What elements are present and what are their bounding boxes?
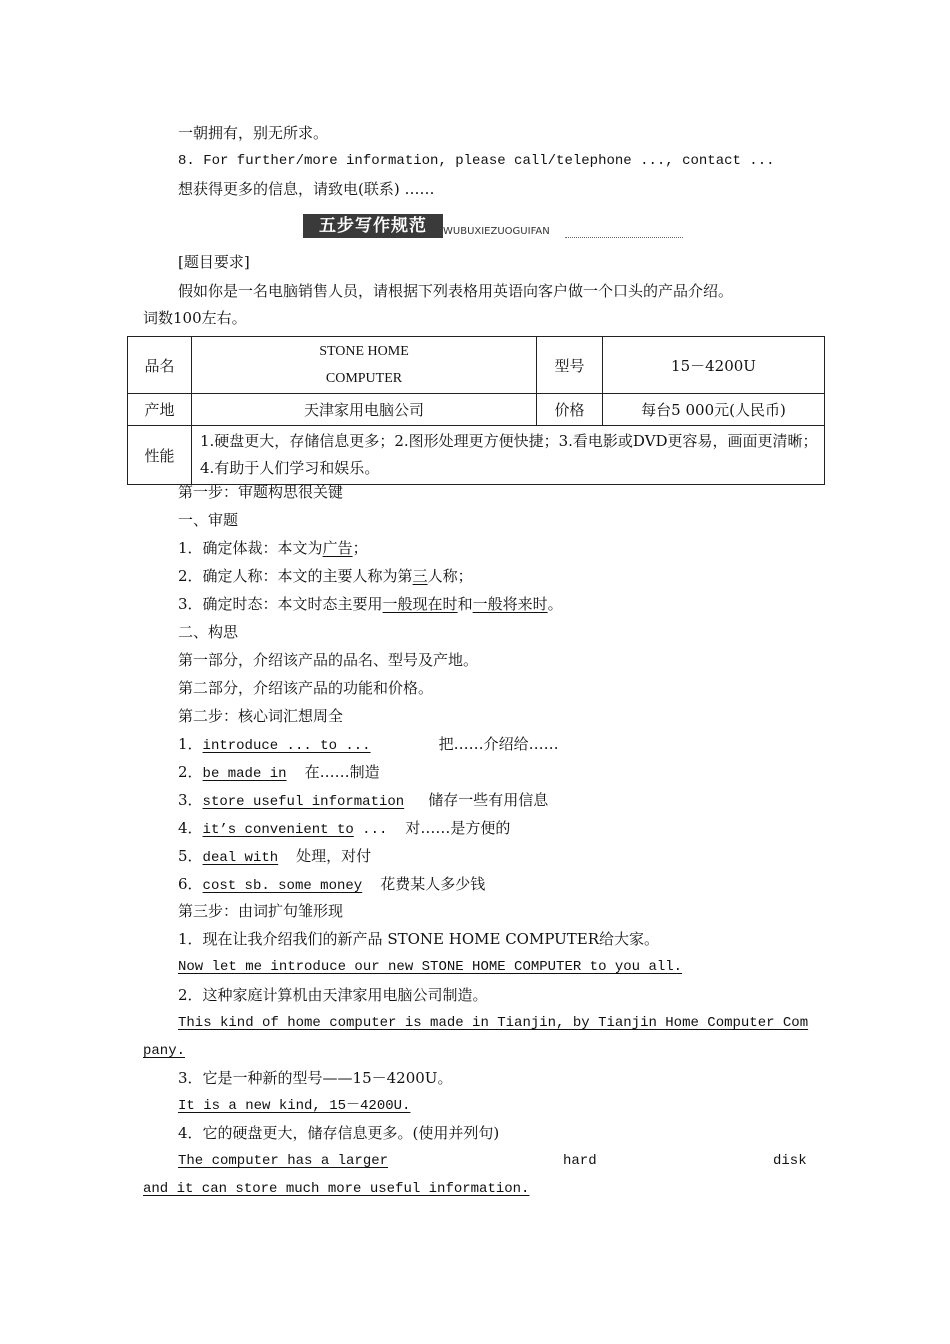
- answer-blank: 一般现在时: [382, 595, 458, 613]
- cell-origin-value: 天津家用电脑公司: [192, 394, 537, 426]
- text: 1．确定体裁：本文为: [178, 539, 323, 557]
- step3-sentence-4-en-part1: The computer has a larger: [178, 1153, 389, 1169]
- vocab-item-5: [178, 846, 371, 868]
- step3-sentence-1-en: Now let me introduce our new STONE HOME COMPUTER to you all.: [178, 959, 683, 975]
- section-banner: [303, 212, 683, 242]
- step3-sentence-2-zh: 2．这种家庭计算机由天津家用电脑公司制造。: [178, 986, 488, 1004]
- vocab-en: be made in: [202, 766, 287, 782]
- vocab-num: 1．: [178, 735, 203, 753]
- text: 。: [547, 595, 563, 613]
- vocab-item-1: [178, 734, 559, 756]
- vocab-en-tail: ...: [353, 822, 388, 838]
- vocab-zh: 对……是方便的: [405, 819, 511, 837]
- step3-sentence-3-zh: 3．它是一种新的型号——15－4200U。: [178, 1069, 453, 1087]
- vocab-item-3: [178, 790, 548, 812]
- step3-sentence-3-en: It is a new kind, 15－4200U.: [178, 1098, 411, 1114]
- vocab-en: deal with: [202, 850, 279, 866]
- text: ；: [352, 539, 368, 557]
- step3-sentence-1-zh: [178, 929, 659, 949]
- vocab-num: 5．: [178, 847, 203, 865]
- step1-heading-review: 一、审题: [178, 511, 239, 529]
- step1-heading-plan: 二、构思: [178, 623, 239, 641]
- banner-pinyin: WUBUXIEZUOGUIFAN: [443, 226, 550, 237]
- step3-sentence-4-en-part2: hard: [563, 1153, 597, 1169]
- vocab-en: introduce ... to ...: [202, 738, 371, 754]
- step1-plan-1: 第一部分，介绍该产品的品名、型号及产地。: [178, 651, 479, 669]
- step1-item-1: [178, 538, 368, 558]
- step3-sentence-4-zh: 4．它的硬盘更大，储存信息更多。(使用并列句): [178, 1124, 500, 1142]
- answer-blank: 一般将来时: [472, 595, 548, 613]
- step3-sentence-4-en-line2: and it can store much more useful information.: [143, 1181, 530, 1197]
- vocab-zh: 把……介绍给……: [438, 735, 559, 753]
- task-line-2: 词数100左右。: [143, 309, 247, 327]
- text: 和: [457, 595, 473, 613]
- banner-title: 五步写作规范: [303, 214, 443, 238]
- step3-title: 第三步：由词扩句雏形现: [178, 902, 344, 920]
- vocab-en: store useful information: [202, 794, 405, 810]
- vocab-item-6: [178, 874, 485, 896]
- vocab-en: it’s convenient to: [202, 822, 354, 838]
- vocab-en: cost sb. some money: [202, 878, 363, 894]
- intro-line-2: 8. For further/more information, please call/telephone ..., contact ...: [178, 153, 775, 169]
- cell-origin-key: 产地: [128, 394, 192, 426]
- vocab-num: 3．: [178, 791, 203, 809]
- table-row: [128, 426, 825, 485]
- vocab-num: 6．: [178, 875, 203, 893]
- cell-name-value-line2: COMPUTER: [325, 371, 403, 386]
- vocab-zh: 花费某人多少钱: [380, 875, 486, 893]
- text: 人称；: [427, 567, 473, 585]
- task-label: [题目要求]: [178, 253, 250, 271]
- cell-price-key: 价格: [537, 394, 603, 426]
- step1-item-3: [178, 594, 563, 614]
- step1-item-2: [178, 566, 473, 586]
- table-row: [128, 394, 825, 426]
- vocab-item-2: [178, 762, 380, 784]
- vocab-num: 4．: [178, 819, 203, 837]
- vocab-zh: 处理，对付: [296, 847, 372, 865]
- step1-title: 第一步：审题构思很关键: [178, 483, 344, 501]
- vocab-num: 2．: [178, 763, 203, 781]
- vocab-item-4: [178, 818, 510, 840]
- step3-sentence-2-en-line2: pany.: [143, 1043, 186, 1059]
- text: 3．确定时态：本文时态主要用: [178, 595, 383, 613]
- step1-plan-2: 第二部分，介绍该产品的功能和价格。: [178, 679, 434, 697]
- vocab-zh: 储存一些有用信息: [428, 791, 549, 809]
- step2-title: 第二步：核心词汇想周全: [178, 707, 344, 725]
- cell-name-value-line1: STONE HOME: [319, 344, 409, 359]
- step3-sentence-2-en-line1: This kind of home computer is made in Tianjin, by Tianjin Home Computer Com: [178, 1015, 809, 1031]
- cell-feature-key: 性能: [128, 426, 192, 485]
- cell-feature-value: 1.硬盘更大，存储信息更多；2.图形处理更方便快捷；3.看电影或DVD更容易，画面更清晰；4.有助于人们学习和娱乐。: [192, 426, 825, 485]
- task-line-1: 假如你是一名电脑销售人员，请根据下列表格用英语向客户做一个口头的产品介绍。: [178, 282, 734, 300]
- cell-model-key: 型号: [537, 337, 603, 394]
- vocab-zh: 在……制造: [304, 763, 380, 781]
- text: 1．现在让我介绍我们的新产品 STONE HOME COMPUTER给大家。: [178, 930, 660, 948]
- cell-model-value: 15－4200U: [603, 337, 825, 394]
- answer-blank: 三: [412, 567, 428, 585]
- cell-name-value: [192, 337, 537, 394]
- banner-dotted-rule: [565, 237, 683, 238]
- table-row: [128, 337, 825, 394]
- answer-blank: 广告: [322, 539, 353, 557]
- text: 2．确定人称：本文的主要人称为第: [178, 567, 413, 585]
- cell-name-key: 品名: [128, 337, 192, 394]
- intro-line-3: 想获得更多的信息，请致电(联系) ……: [178, 180, 435, 198]
- intro-line-1: 一朝拥有，别无所求。: [178, 124, 329, 142]
- cell-price-value: 每台5 000元(人民币): [603, 394, 825, 426]
- product-spec-table: [127, 336, 825, 485]
- step3-sentence-4-en-part3: disk: [773, 1153, 807, 1169]
